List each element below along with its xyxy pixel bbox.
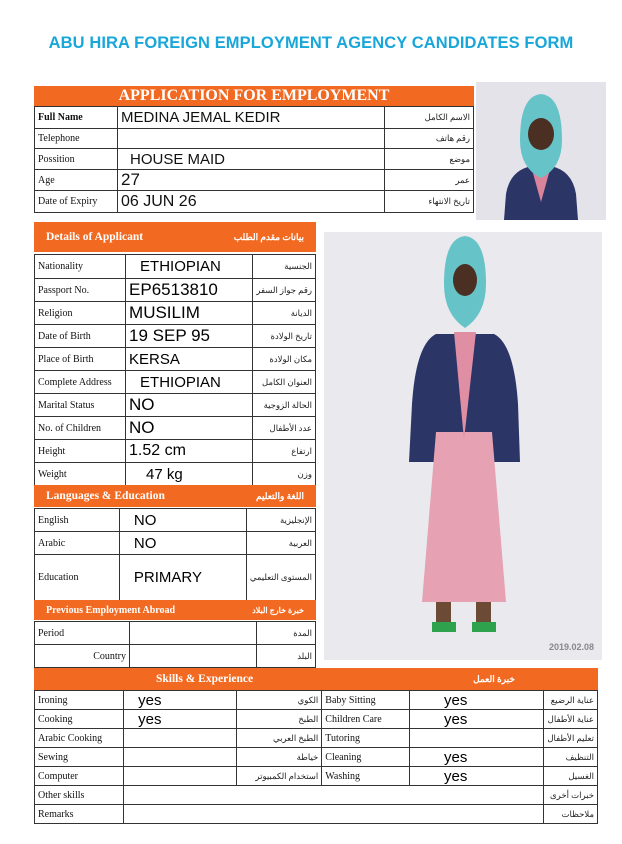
skill-ar-sewing: خياطة xyxy=(236,748,322,767)
previous-table xyxy=(34,621,316,668)
skill-ar-baby-sitting: عناية الرضيع xyxy=(544,691,598,710)
value-address: ETHIOPIAN xyxy=(126,371,253,394)
label-nationality: Nationality xyxy=(35,255,126,279)
skill-ar-computer: استخدام الكمبيوتر xyxy=(236,767,322,786)
previous-title: Previous Employment Abroad xyxy=(46,604,176,616)
label-education: Education xyxy=(35,555,120,601)
skill-ar-arabic-cooking: الطبخ العربي xyxy=(236,729,322,748)
row-position xyxy=(35,149,474,170)
row-country xyxy=(35,645,316,668)
photo-date-stamp: 2019.02.08 xyxy=(548,642,594,652)
ar-period: المدة xyxy=(257,622,316,645)
skills-title-ar: خبرة العمل xyxy=(473,673,515,684)
label-children: No. of Children xyxy=(35,417,126,440)
ar-address: العنوان الكامل xyxy=(253,371,316,394)
ar-nationality: الجنسية xyxy=(253,255,316,279)
value-remarks xyxy=(124,805,544,824)
row-other-skills xyxy=(35,786,598,805)
skill-value-children-care: yes xyxy=(410,710,544,729)
languages-title: Languages & Education xyxy=(46,490,165,502)
skill-value-arabic-cooking xyxy=(124,729,237,748)
value-telephone xyxy=(118,129,385,149)
row-age xyxy=(35,170,474,191)
skill-value-baby-sitting: yes xyxy=(410,691,544,710)
row-full-name xyxy=(35,107,474,129)
ar-english: الإنجليزية xyxy=(246,509,315,532)
details-section-header xyxy=(34,222,316,252)
skills-row xyxy=(35,710,598,729)
ar-position: موضع xyxy=(385,149,474,170)
skill-value-tutoring xyxy=(410,729,544,748)
value-position: HOUSE MAID xyxy=(118,149,385,170)
row-arabic xyxy=(35,532,316,555)
skills-section-header xyxy=(34,668,598,690)
languages-section-header xyxy=(34,485,316,507)
details-title-ar: بيانات مقدم الطلب xyxy=(233,231,304,242)
value-date-of-expiry: 06 JUN 26 xyxy=(118,191,385,213)
languages-title-ar: اللغة والتعليم xyxy=(256,490,304,501)
skill-label-arabic-cooking: Arabic Cooking xyxy=(35,729,124,748)
skill-ar-ironing: الكوي xyxy=(236,691,322,710)
label-passport: Passport No. xyxy=(35,279,126,302)
label-other-skills: Other skills xyxy=(35,786,124,805)
skill-ar-tutoring: تعليم الأطفال xyxy=(544,729,598,748)
skill-value-sewing xyxy=(124,748,237,767)
label-religion: Religion xyxy=(35,302,126,325)
value-marital-status: NO xyxy=(126,394,253,417)
ar-height: ارتفاع xyxy=(253,440,316,463)
row-place-of-birth xyxy=(35,348,316,371)
value-full-name: MEDINA JEMAL KEDIR xyxy=(118,107,385,129)
label-place-of-birth: Place of Birth xyxy=(35,348,126,371)
skill-label-cooking: Cooking xyxy=(35,710,124,729)
agency-title: ABU HIRA FOREIGN EMPLOYMENT AGENCY CANDIDATES FORM xyxy=(48,34,574,52)
skill-ar-children-care: عناية الأطفال xyxy=(544,710,598,729)
row-date-of-birth xyxy=(35,325,316,348)
skill-ar-cleaning: التنظيف xyxy=(544,748,598,767)
value-other-skills xyxy=(124,786,544,805)
value-religion: MUSILIM xyxy=(126,302,253,325)
ar-weight: وزن xyxy=(253,463,316,486)
ar-country: البلد xyxy=(257,645,316,668)
skills-table xyxy=(34,690,598,824)
row-nationality xyxy=(35,255,316,279)
row-religion xyxy=(35,302,316,325)
row-marital-status xyxy=(35,394,316,417)
value-weight: 47 kg xyxy=(126,463,253,486)
skill-label-baby-sitting: Baby Sitting xyxy=(322,691,410,710)
ar-passport: رقم جواز السفر xyxy=(253,279,316,302)
value-children: NO xyxy=(126,417,253,440)
label-full-name: Full Name xyxy=(35,107,118,129)
label-telephone: Telephone xyxy=(35,129,118,149)
skill-label-children-care: Children Care xyxy=(322,710,410,729)
label-position: Possition xyxy=(35,149,118,170)
skills-row xyxy=(35,767,598,786)
ar-place-of-birth: مكان الولادة xyxy=(253,348,316,371)
header-table xyxy=(34,106,474,213)
skill-value-washing: yes xyxy=(410,767,544,786)
skill-value-ironing: yes xyxy=(124,691,237,710)
label-english: English xyxy=(35,509,120,532)
ar-full-name: الاسم الكامل xyxy=(385,107,474,129)
row-children xyxy=(35,417,316,440)
details-table xyxy=(34,254,316,486)
skill-label-computer: Computer xyxy=(35,767,124,786)
ar-religion: الديانة xyxy=(253,302,316,325)
skills-row xyxy=(35,748,598,767)
label-marital-status: Marital Status xyxy=(35,394,126,417)
row-height xyxy=(35,440,316,463)
value-date-of-birth: 19 SEP 95 xyxy=(126,325,253,348)
ar-date-of-birth: تاريخ الولادة xyxy=(253,325,316,348)
portrait-illustration-large xyxy=(324,232,602,660)
ar-telephone: رقم هاتف xyxy=(385,129,474,149)
ar-arabic: العربية xyxy=(246,532,315,555)
previous-title-ar: خبرة خارج البلاد xyxy=(252,605,304,615)
row-english xyxy=(35,509,316,532)
label-remarks: Remarks xyxy=(35,805,124,824)
value-age: 27 xyxy=(118,170,385,191)
label-date-of-expiry: Date of Expiry xyxy=(35,191,118,213)
row-telephone xyxy=(35,129,474,149)
label-date-of-birth: Date of Birth xyxy=(35,325,126,348)
label-height: Height xyxy=(35,440,126,463)
label-weight: Weight xyxy=(35,463,126,486)
portrait-illustration-small xyxy=(476,82,606,220)
value-place-of-birth: KERSA xyxy=(126,348,253,371)
applicant-photo-large xyxy=(318,226,608,666)
ar-education: المستوى التعليمي xyxy=(246,555,315,601)
row-weight xyxy=(35,463,316,486)
row-address xyxy=(35,371,316,394)
value-education: PRIMARY xyxy=(119,555,246,601)
previous-section-header xyxy=(34,600,316,620)
skill-label-washing: Washing xyxy=(322,767,410,786)
application-title-bar xyxy=(34,86,474,106)
skill-label-tutoring: Tutoring xyxy=(322,729,410,748)
row-period xyxy=(35,622,316,645)
skill-label-cleaning: Cleaning xyxy=(322,748,410,767)
skill-ar-cooking: الطبخ xyxy=(236,710,322,729)
skill-value-cleaning: yes xyxy=(410,748,544,767)
skill-value-computer xyxy=(124,767,237,786)
value-country xyxy=(130,645,257,668)
ar-remarks: ملاحظات xyxy=(544,805,598,824)
languages-table xyxy=(34,508,316,601)
label-address: Complete Address xyxy=(35,371,126,394)
skills-row xyxy=(35,729,598,748)
value-period xyxy=(130,622,257,645)
label-period: Period xyxy=(35,622,130,645)
value-height: 1.52 cm xyxy=(126,440,253,463)
ar-children: عدد الأطفال xyxy=(253,417,316,440)
label-arabic: Arabic xyxy=(35,532,120,555)
value-english: NO xyxy=(119,509,246,532)
skills-row xyxy=(35,691,598,710)
label-country: Country xyxy=(35,645,130,668)
ar-age: عمر xyxy=(385,170,474,191)
value-nationality: ETHIOPIAN xyxy=(126,255,253,279)
ar-marital-status: الحالة الزوجية xyxy=(253,394,316,417)
skill-label-ironing: Ironing xyxy=(35,691,124,710)
row-education xyxy=(35,555,316,601)
label-age: Age xyxy=(35,170,118,191)
value-passport: EP6513810 xyxy=(126,279,253,302)
row-passport xyxy=(35,279,316,302)
row-remarks xyxy=(35,805,598,824)
details-title: Details of Applicant xyxy=(46,231,144,243)
applicant-photo-small xyxy=(476,82,606,220)
skill-label-sewing: Sewing xyxy=(35,748,124,767)
skill-value-cooking: yes xyxy=(124,710,237,729)
ar-other-skills: خبرات أخرى xyxy=(544,786,598,805)
value-arabic: NO xyxy=(119,532,246,555)
ar-date-of-expiry: تاريخ الانتهاء xyxy=(385,191,474,213)
application-title: APPLICATION FOR EMPLOYMENT xyxy=(118,87,390,104)
skill-ar-washing: الغسيل xyxy=(544,767,598,786)
skills-title: Skills & Experience xyxy=(156,673,254,685)
row-date-of-expiry xyxy=(35,191,474,213)
